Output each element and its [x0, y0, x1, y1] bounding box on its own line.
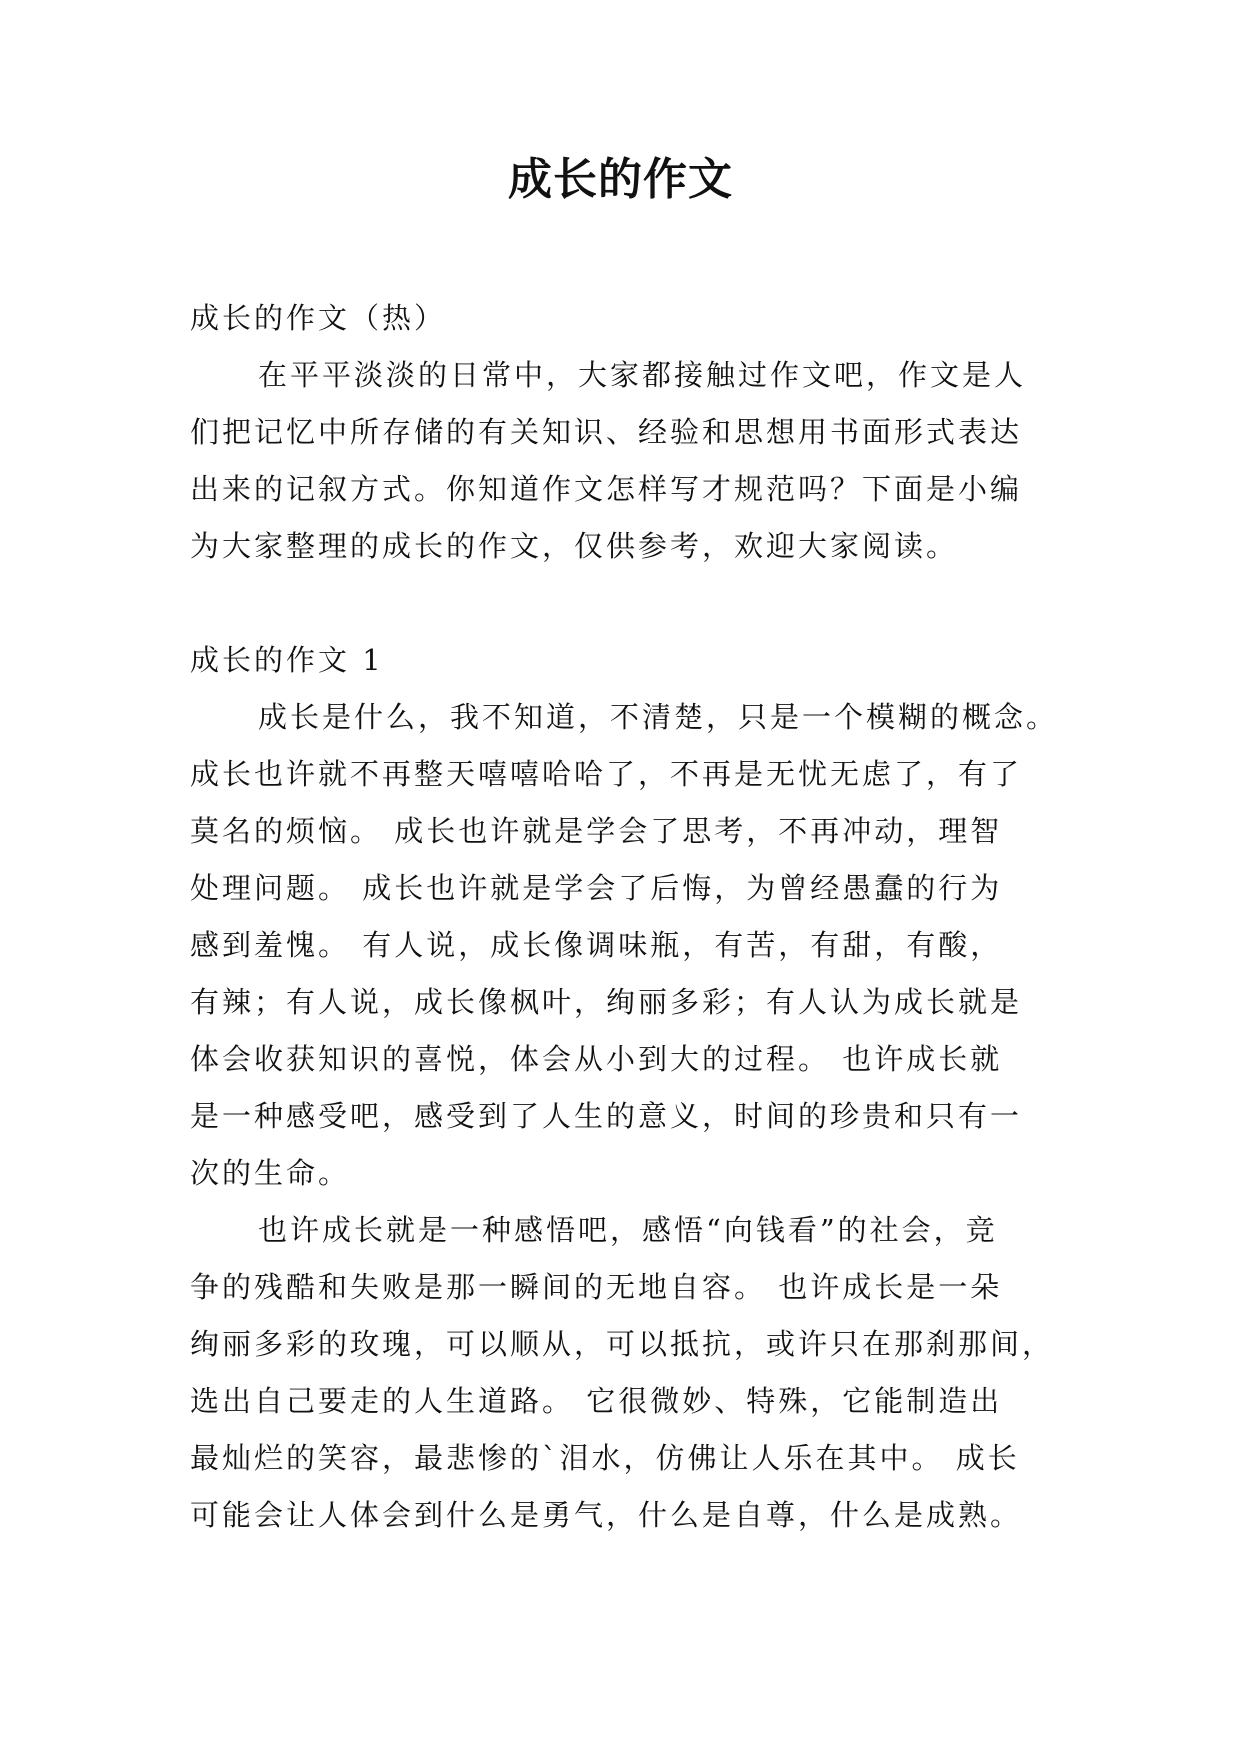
intro-line: 在平平淡淡的日常中，大家都接触过作文吧，作文是人: [258, 358, 1027, 392]
paragraph-line: 感到羞愧。 有人说，成长像调味瓶，有苦，有甜，有酸，: [190, 928, 1003, 962]
essay1-heading: 成长的作文 1: [190, 643, 384, 677]
paragraph-line: 选出自己要走的人生道路。 它很微妙、特殊，它能制造出: [190, 1384, 1003, 1418]
document-body: [190, 290, 1066, 1544]
document-title: 成长的作文: [508, 154, 733, 205]
paragraph-line: 绚丽多彩的玫瑰，可以顺从，可以抵抗，或许只在那刹那间，: [190, 1327, 1055, 1361]
paragraph-line: 可能会让人体会到什么是勇气，什么是自尊，什么是成熟。: [190, 1498, 1023, 1532]
section-spacer: [190, 575, 1066, 632]
intro-line: 为大家整理的成长的作文，仅供参考，欢迎大家阅读。: [190, 529, 959, 563]
paragraph-line: 莫名的烦恼。 成长也许就是学会了思考，不再冲动，理智: [190, 814, 1003, 848]
paragraph-line: 处理问题。 成长也许就是学会了后悔，为曾经愚蠢的行为: [190, 871, 1003, 905]
paragraph-line: 成长也许就不再整天嘻嘻哈哈了，不再是无忧无虑了，有了: [190, 757, 1023, 791]
essay1-paragraph-2: [190, 1202, 1066, 1544]
paragraph-line: 最灿烂的笑容，最悲惨的`泪水，仿佛让人乐在其中。 成长: [190, 1441, 1020, 1475]
intro-line: 出来的记叙方式。你知道作文怎样写才规范吗？下面是小编: [190, 472, 1023, 506]
paragraph-line: 也许成长就是一种感悟吧，感悟“向钱看”的社会，竞: [258, 1213, 998, 1247]
essay1-paragraph-1: [190, 689, 1066, 1202]
paragraph-line: 成长是什么，我不知道，不清楚，只是一个模糊的概念。: [258, 700, 1059, 734]
intro-paragraph: [190, 347, 1066, 575]
intro-line: 们把记忆中所存储的有关知识、经验和思想用书面形式表达: [190, 415, 1023, 449]
paragraph-line: 次的生命。: [190, 1156, 351, 1190]
paragraph-line: 有辣；有人说，成长像枫叶，绚丽多彩；有人认为成长就是: [190, 985, 1023, 1019]
paragraph-line: 体会收获知识的喜悦，体会从小到大的过程。 也许成长就: [190, 1042, 1003, 1076]
intro-heading: 成长的作文（热）: [190, 301, 447, 335]
paragraph-line: 争的残酷和失败是那一瞬间的无地自容。 也许成长是一朵: [190, 1270, 1003, 1304]
paragraph-line: 是一种感受吧，感受到了人生的意义，时间的珍贵和只有一: [190, 1099, 1023, 1133]
